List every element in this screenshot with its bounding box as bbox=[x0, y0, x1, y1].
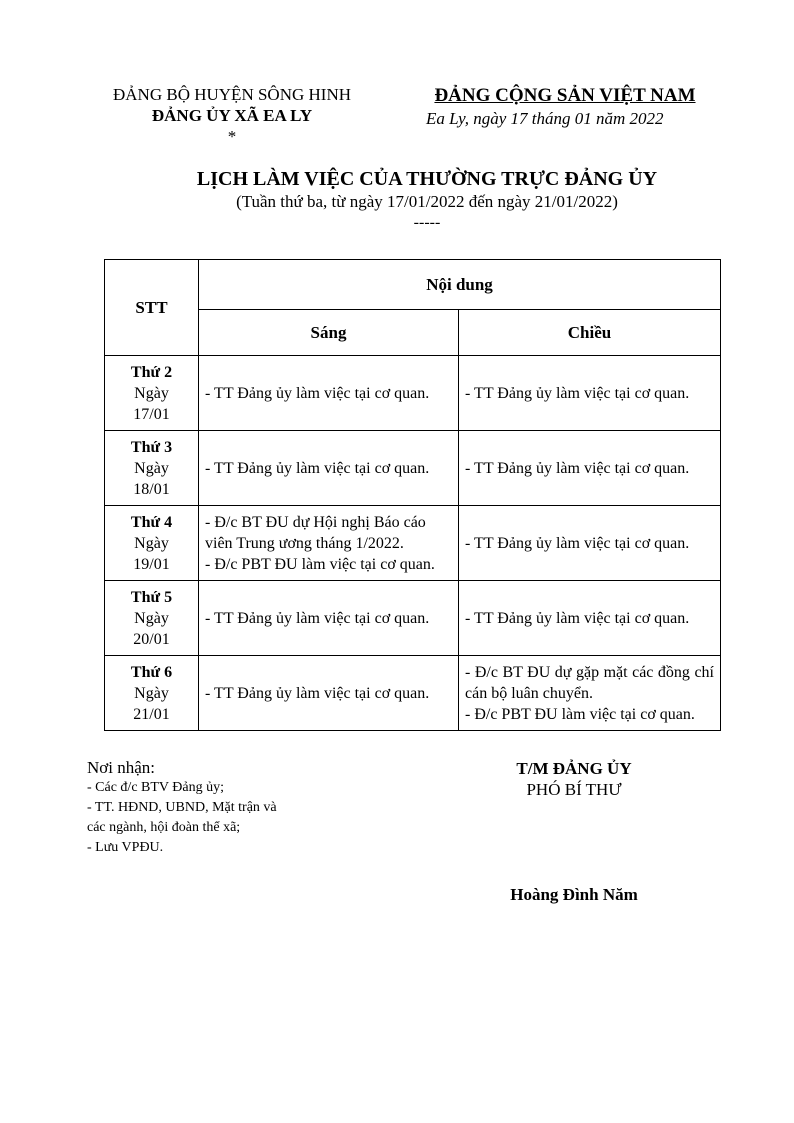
day-label: Ngày bbox=[134, 684, 169, 702]
morning-item: - Đ/c PBT ĐU làm việc tại cơ quan. bbox=[205, 555, 435, 573]
morning-cell bbox=[199, 356, 459, 431]
day-name: Thứ 3 bbox=[130, 438, 173, 456]
afternoon-item: - TT Đảng ủy làm việc tại cơ quan. bbox=[465, 609, 690, 627]
afternoon-item: - Đ/c BT ĐU dự gặp mặt các đồng chí cán bộ luân chuyển. bbox=[465, 663, 714, 702]
table-row bbox=[105, 356, 721, 431]
afternoon-cell bbox=[459, 506, 721, 581]
afternoon-item: - TT Đảng ủy làm việc tại cơ quan. bbox=[465, 459, 690, 477]
col-header-afternoon: Chiều bbox=[459, 310, 721, 356]
day-name: Thứ 4 bbox=[130, 513, 173, 531]
morning-cell bbox=[199, 656, 459, 731]
separator: ----- bbox=[413, 214, 441, 231]
col-header-stt: STT bbox=[105, 260, 199, 356]
day-cell bbox=[105, 356, 199, 431]
day-name: Thứ 5 bbox=[130, 588, 173, 606]
table-row bbox=[105, 656, 721, 731]
afternoon-item: - Đ/c PBT ĐU làm việc tại cơ quan. bbox=[465, 705, 695, 723]
morning-item: - TT Đảng ủy làm việc tại cơ quan. bbox=[205, 684, 430, 702]
morning-cell bbox=[199, 581, 459, 656]
national-header bbox=[410, 84, 720, 130]
party-name: ĐẢNG CỘNG SẢN VIỆT NAM bbox=[434, 85, 696, 106]
document-subtitle: (Tuần thứ ba, từ ngày 17/01/2022 đến ngày 21/01/2022) bbox=[236, 192, 618, 211]
recipient-line: - Các đ/c BTV Đảng ủy; bbox=[87, 780, 224, 795]
document-title: LỊCH LÀM VIỆC CỦA THƯỜNG TRỰC ĐẢNG ỦY bbox=[196, 168, 658, 190]
day-label: Ngày bbox=[134, 609, 169, 627]
day-label: Ngày bbox=[134, 459, 169, 477]
table-row bbox=[105, 581, 721, 656]
day-cell bbox=[105, 506, 199, 581]
recipient-line: các ngành, hội đoàn thể xã; bbox=[87, 820, 241, 835]
issuing-authority bbox=[92, 84, 372, 147]
morning-item: - TT Đảng ủy làm việc tại cơ quan. bbox=[205, 384, 430, 402]
day-date: 21/01 bbox=[133, 705, 170, 723]
col-header-content: Nội dung bbox=[199, 260, 721, 310]
morning-item: - Đ/c BT ĐU dự Hội nghị Báo cáo viên Trung ương tháng 1/2022. bbox=[205, 513, 426, 552]
day-cell bbox=[105, 656, 199, 731]
schedule-table bbox=[104, 259, 721, 731]
day-cell bbox=[105, 581, 199, 656]
day-date: 20/01 bbox=[133, 630, 170, 648]
signature-position: PHÓ BÍ THƯ bbox=[526, 780, 622, 799]
recipients-title: Nơi nhận: bbox=[87, 758, 156, 777]
day-label: Ngày bbox=[134, 534, 169, 552]
place-date: Ea Ly, ngày 17 tháng 01 năm 2022 bbox=[426, 109, 664, 128]
day-name: Thứ 2 bbox=[130, 363, 173, 381]
recipient-line: - Lưu VPĐU. bbox=[87, 840, 164, 855]
afternoon-cell bbox=[459, 656, 721, 731]
star-mark: * bbox=[227, 127, 237, 146]
header-row bbox=[105, 260, 721, 310]
recipient-line: - TT. HĐND, UBND, Mặt trận và bbox=[87, 800, 277, 815]
day-date: 19/01 bbox=[133, 555, 170, 573]
signer-name: Hoàng Đình Năm bbox=[510, 885, 638, 904]
party-committee: ĐẢNG ỦY XÃ EA LY bbox=[151, 106, 313, 125]
recipients-block bbox=[87, 758, 387, 858]
signature-on-behalf: T/M ĐẢNG ỦY bbox=[516, 759, 632, 778]
afternoon-item: - TT Đảng ủy làm việc tại cơ quan. bbox=[465, 384, 690, 402]
col-header-morning: Sáng bbox=[199, 310, 459, 356]
table-row bbox=[105, 506, 721, 581]
morning-cell bbox=[199, 506, 459, 581]
party-organization: ĐẢNG BỘ HUYỆN SÔNG HINH bbox=[113, 85, 351, 104]
table-row bbox=[105, 431, 721, 506]
day-name: Thứ 6 bbox=[130, 663, 173, 681]
day-cell bbox=[105, 431, 199, 506]
morning-item: - TT Đảng ủy làm việc tại cơ quan. bbox=[205, 459, 430, 477]
afternoon-cell bbox=[459, 581, 721, 656]
afternoon-cell bbox=[459, 431, 721, 506]
day-date: 17/01 bbox=[133, 405, 170, 423]
afternoon-cell bbox=[459, 356, 721, 431]
day-label: Ngày bbox=[134, 384, 169, 402]
morning-item: - TT Đảng ủy làm việc tại cơ quan. bbox=[205, 609, 430, 627]
day-date: 18/01 bbox=[133, 480, 170, 498]
signature-block bbox=[474, 758, 674, 800]
afternoon-item: - TT Đảng ủy làm việc tại cơ quan. bbox=[465, 534, 690, 552]
morning-cell bbox=[199, 431, 459, 506]
